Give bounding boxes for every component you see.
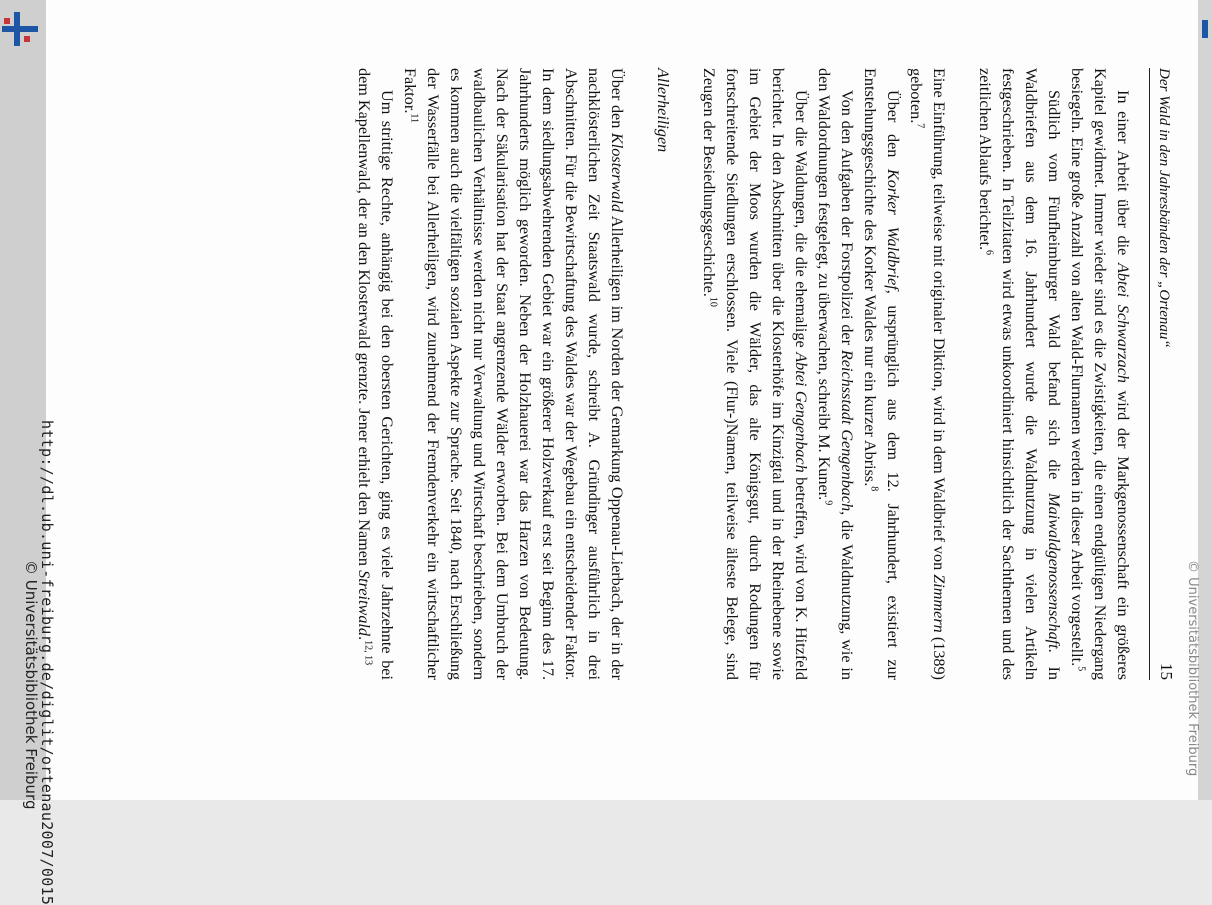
page-content-rotated [355,68,1176,681]
paragraph: Über den Korker Waldbrief, ursprünglich aus dem 12. Jahrhundert, existiert zur Entstehungsgeschichte des Korker Waldes nur ein kurzer Abriss.$^8$ [861,68,902,680]
page-number: 15 [1157,663,1176,680]
permalink-url[interactable]: http://dl.ub.uni-freiburg.de/diglit/ortenau2007/0015 [38,420,56,905]
library-logo-icon [1200,20,1210,40]
viewer-right-gutter [1198,0,1212,800]
running-title: Der Wald in den Jahresbänden der „Ortenau“ [1156,68,1172,348]
scanned-page [22,0,1198,905]
footnote-ref: 5 [1075,666,1087,672]
body-text [352,68,1134,680]
footnote-ref: 7 [914,123,926,129]
header-rule [1149,68,1150,680]
paragraph: In einer Arbeit über die Abtei Schwarzach wird der Markgenossenschaft ein größeres Kapitel gewidmet. Immer wieder sind es die Zwistigkeiten, die einen endgültigen Niedergang besiegeln. Eine große Anzahl von alten Wald-Flurnamen werden in dieser Arbeit vorgestellt.$^5$ [1068,68,1132,681]
footnote-ref: 10 [707,296,719,307]
footnote-ref: 8 [868,486,880,492]
paragraph: Über den Klosterwald Allerheiligen im Norden der Gemarkung Oppenau-Lierbach, der in der nachklösterlichen Zeit Staatswald wurde, schreibt A. Gründinger ausführlich in drei Abschnitten. Für die Bewirtschaftung des Waldes war der Wegebau ein entscheidender Faktor. In dem siedlungsabwehrenden Gebiet war ein größerer Holzverkauf erst seit Beginn des 17. Jahrhunderts möglich geworden. Neben der Holzhauerei war das Harzen von Bedeutung. Nach der Säkularisation hat der Staat angrenzende Wälder erworben. Bei dem Umbruch der waldbaulichen Verhältnisse werden nicht nur Verwaltung und Wirtschaft beschrieben, sondern es kommen auch die vielfältigen sozialen Aspekte zur Sprache. Seit 1840, nach Erschließung der Wasserfälle bei Allerheiligen, wird zunehmend der Fremdenverkehr ein wirtschaftlicher Faktor.$^{11}$ [401,68,626,680]
paragraph: Eine Einführung, teilweise mit originaler Diktion, wird in dem Waldbrief von Zimmern (1389) geboten.$^7$ [907,68,948,680]
library-logo-icon [2,12,40,48]
footnote-ref: 9 [822,500,834,506]
paragraph: Um strittige Rechte, anhängig bei den obersten Gerichten, ging es viele Jahrzehnte bei dem Kapellenwald, der an den Klosterwald grenzte. Jener erhielt den Namen Streitwald.$^{12, 13}$ [355,68,396,680]
paragraph: Von den Aufgaben der Forstpolizei der Reichsstadt Gengenbach, die Waldnutzung, wie in den Waldordnungen festgelegt, zu überwachen, schreibt M. Kuner.$^9$ [815,68,856,681]
running-header [1152,68,1176,680]
copyright-notice-right: © Universitätsbibliothek Freiburg [1185,560,1200,777]
section-heading: Allerheiligen [654,68,672,153]
footnote-ref: 6 [983,250,995,256]
footnote-ref: 12, 13 [362,640,374,666]
footnote-ref: 11 [408,113,420,124]
paragraph: Südlich vom Fünfheimburger Wald befand sich die Maiwaldgenossenschaft. In Waldbriefen aus dem 16. Jahrhundert wurde die Waldnutzung in vielen Artikeln festgeschrieben. In Teilzitaten wird etwas unkoordiniert hinsichtlich der Sachthemen und des zeitlichen Ablaufs berichtet.$^6$ [976,68,1063,680]
copyright-notice: © Universitätsbibliothek Freiburg [22,560,40,810]
paragraph: Über die Waldungen, die die ehemalige Abtei Gengenbach betreffen, wird von K. Hitzfeld berichtet. In den Abschnitten über die Klosterhöfe im Kinzigtal und in der Rheinebene sowie im Gebiet der Moos wurden die Wälder, das alte Königsgut, durch Rodungen für fortschreitende Siedlungen erschlossen. Viele (Flur-)Namen, teilweise älteste Belege, sind Zeugen der Besiedlungsgeschichte.$^{10}$ [700,68,810,680]
